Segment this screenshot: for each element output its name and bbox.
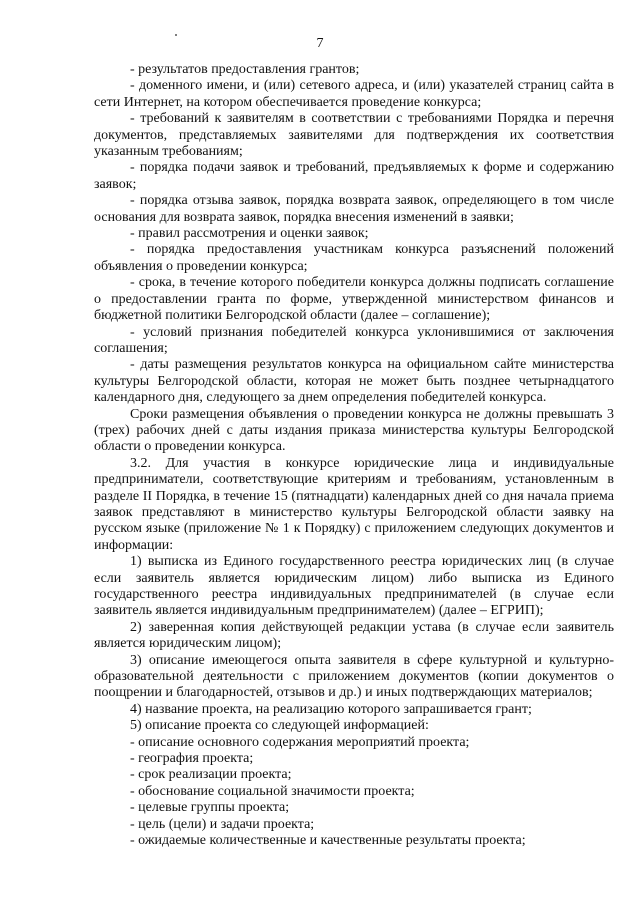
list-item: - цель (цели) и задачи проекта; — [130, 816, 315, 832]
paragraph: - условий признания победителей конкурса уклонившимися от заключения соглашения; — [94, 324, 614, 356]
page-number: 7 — [316, 36, 324, 51]
paragraph: - порядка подачи заявок и требований, предъявляемых к форме и содержанию заявок; — [94, 160, 614, 192]
paragraph: Сроки размещения объявления о проведении конкурса не должны превышать 3 (трех) рабочих дней с даты издания приказа министерства культуры Белгородской области о проведении конкурса. — [94, 406, 614, 455]
list-item: - срок реализации проекта; — [130, 767, 292, 783]
list-item: - география проекта; — [130, 751, 254, 767]
paragraph: 5) описание проекта со следующей информацией: — [130, 718, 429, 734]
paragraph: 3.2. Для участия в конкурсе юридические лица и индивидуальные предприниматели, соответствующие критериям и требованиям, установленным в разделе II Порядка, в течение 15 (пятнадцати) календарных дней со дня начала приема заявок представляют в министерство культуры Белгородской области заявку на русском языке (приложение № 1 к Порядку) с приложением следующих документов и информации: — [94, 455, 614, 553]
paragraph: 4) название проекта, на реализацию которого запрашивается грант; — [130, 701, 532, 717]
paragraph: 1) выписка из Единого государственного реестра юридических лиц (в случае если заявитель является юридическим лицом) либо выписка из Единого государственного реестра индивидуальных предпринимателей (в случае если заявитель является индивидуальным предпринимателем) (далее – ЕГРИП); — [94, 554, 614, 619]
paragraph: 2) заверенная копия действующей редакции устава (в случае если заявитель является юридическим лицом); — [94, 619, 614, 652]
paragraph: - доменного имени, и (или) сетевого адреса, и (или) указателей страниц сайта в сети Интернет, на котором обеспечивается проведение конкурса; — [94, 78, 614, 110]
paragraph: - результатов предоставления грантов; — [130, 62, 360, 77]
paragraph: - даты размещения результатов конкурса на официальном сайте министерства культуры Белгородской области, которая не может быть позднее четырнадцатого календарного дня, следующего за днем определения победителей конкурса. — [94, 357, 614, 406]
paragraph: - срока, в течение которого победители конкурса должны подписать соглашение о предоставлении гранта по форме, утвержденной министерством финансов и бюджетной политики Белгородской области (далее – соглашение); — [94, 275, 614, 324]
document-body — [94, 62, 614, 850]
list-item: - описание основного содержания мероприятий проекта; — [130, 734, 470, 750]
list-item: - обоснование социальной значимости проекта; — [130, 783, 415, 799]
list-item: - целевые группы проекта; — [130, 800, 290, 816]
paragraph: - требований к заявителям в соответствии с требованиями Порядка и перечня документов, представляемых заявителями для подтверждения их соответствия указанным требованиям; — [94, 111, 614, 160]
paragraph: - правил рассмотрения и оценки заявок; — [130, 226, 369, 242]
list-item: - ожидаемые количественные и качественные результаты проекта; — [130, 833, 526, 849]
paragraph: - порядка отзыва заявок, порядка возврата заявок, определяющего в том числе основания для возврата заявок, порядка внесения изменений в заявки; — [94, 193, 614, 225]
paragraph: 3) описание имеющегося опыта заявителя в сфере культурной и культурно-образовательной деятельности с приложением документов (копии документов о поощрении и благодарностей, отзывов и др.) и иных подтверждающих материалов; — [94, 652, 614, 701]
paragraph: - порядка предоставления участникам конкурса разъяснений положений объявления о проведении конкурса; — [94, 242, 614, 274]
